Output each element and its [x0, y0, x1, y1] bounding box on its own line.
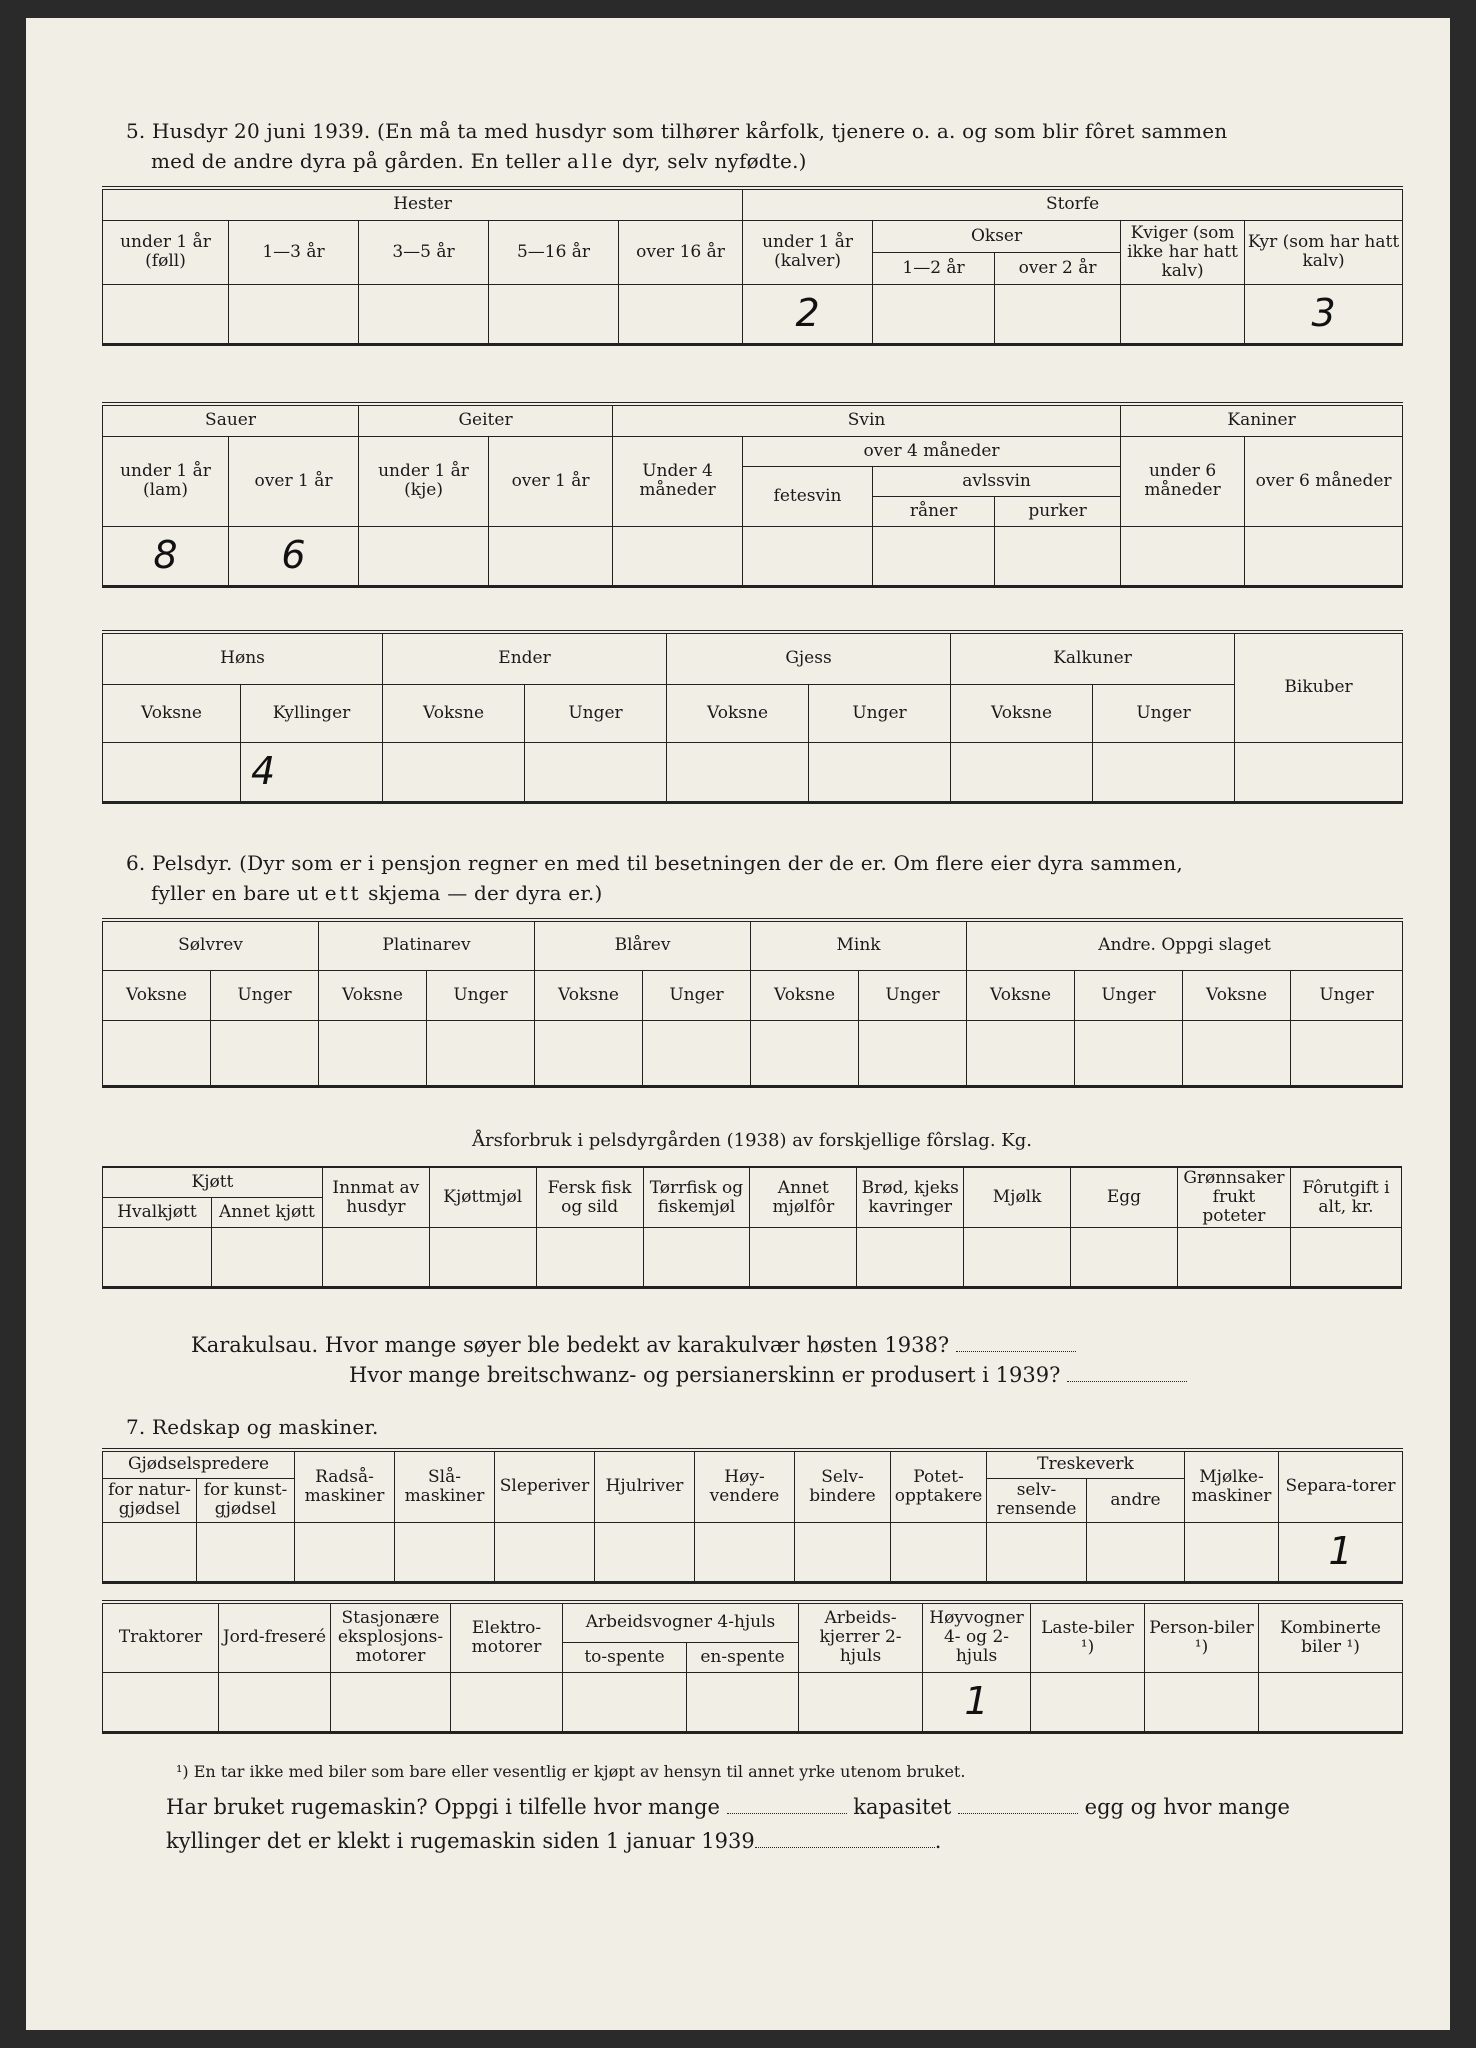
- col-mjolk: Mjølk: [964, 1167, 1071, 1228]
- s5-line2a: med de andre dyra på gården. En teller: [151, 149, 567, 173]
- s6-line2b: skjema — der dyra er.): [361, 881, 603, 905]
- col-kyllinger: Kyllinger: [241, 684, 383, 742]
- col-kje: under 1 år (kje): [359, 436, 489, 526]
- hester-header: Hester: [103, 188, 743, 220]
- table-row: [103, 1522, 1403, 1582]
- geiter-header: Geiter: [359, 404, 613, 436]
- col-hjulriver: Hjulriver: [595, 1450, 695, 1522]
- rugemaskin-q2: kyllinger det er klekt i rugemaskin siden 1 januar 1939 .: [166, 1829, 942, 1853]
- col-svin-under4: Under 4 måneder: [613, 436, 743, 526]
- blarev-header: Blårev: [535, 920, 751, 970]
- kjott-header: Kjøtt: [103, 1167, 323, 1197]
- col-sla: Slå-maskiner: [395, 1450, 495, 1522]
- kalkuner-header: Kalkuner: [951, 632, 1235, 684]
- value-lam[interactable]: 8: [103, 526, 229, 586]
- hons-header: Høns: [103, 632, 383, 684]
- arbeidsvogner-header: Arbeidsvogner 4-hjuls: [563, 1602, 799, 1642]
- col-voksne: Voksne: [319, 970, 427, 1020]
- footnote: ¹) En tar ikke med biler som bare eller vesentlig er kjøpt av hensyn til annet yrke utenom bruket.: [176, 1762, 966, 1781]
- col-traktorer: Traktorer: [103, 1602, 219, 1672]
- gjess-header: Gjess: [667, 632, 951, 684]
- col-arbeidskjerrer: Arbeids-kjerrer 2-hjuls: [799, 1602, 923, 1672]
- okser-1-2: 1—2 år: [873, 252, 995, 284]
- value-separatorer[interactable]: 1: [1279, 1522, 1403, 1582]
- col-gjess-voksne: Voksne: [667, 684, 809, 742]
- okser-header: Okser: [873, 220, 1121, 252]
- table-vogner: [102, 1600, 1403, 1734]
- value-hoyvogner[interactable]: 1: [923, 1672, 1031, 1732]
- col-personbiler: Person-biler ¹): [1145, 1602, 1259, 1672]
- col-ender-voksne: Voksne: [383, 684, 525, 742]
- table-row: [103, 526, 1403, 586]
- okser-over2: over 2 år: [995, 252, 1121, 284]
- col-potetopptakere: Potet-opptakere: [891, 1450, 987, 1522]
- table-row: [103, 284, 1403, 344]
- value-hons-kyllinger[interactable]: 4: [241, 742, 383, 802]
- col-sleperiver: Sleperiver: [495, 1450, 595, 1522]
- table-redskap: [102, 1448, 1403, 1584]
- col-fetesvin: fetesvin: [743, 466, 873, 526]
- s5-line2b: dyr, selv nyfødte.): [615, 149, 807, 173]
- col-over16: over 16 år: [619, 220, 743, 284]
- col-andre: andre: [1087, 1478, 1185, 1522]
- andre-header: Andre. Oppgi slaget: [967, 920, 1403, 970]
- kaniner-header: Kaniner: [1121, 404, 1403, 436]
- col-3-5: 3—5 år: [359, 220, 489, 284]
- col-sau-over1: over 1 år: [229, 436, 359, 526]
- col-raner: råner: [873, 496, 995, 526]
- solvrev-header: Sølvrev: [103, 920, 319, 970]
- table-row: [103, 742, 1403, 802]
- karakul-q2-field[interactable]: [1067, 1381, 1187, 1382]
- col-unger: Unger: [1075, 970, 1183, 1020]
- col-kombinerte: Kombinerte biler ¹): [1259, 1602, 1403, 1672]
- col-ender-unger: Unger: [525, 684, 667, 742]
- rugemaskin-klekt-field[interactable]: [755, 1847, 935, 1848]
- col-kunstgjodsel: for kunst-gjødsel: [197, 1478, 295, 1522]
- col-hoyvogner: Høyvogner 4- og 2-hjuls: [923, 1602, 1031, 1672]
- value-kyr[interactable]: 3: [1245, 284, 1403, 344]
- col-geit-over1: over 1 år: [489, 436, 613, 526]
- col-voksne: Voksne: [103, 970, 211, 1020]
- col-selvrensende: selv-rensende: [987, 1478, 1087, 1522]
- col-kan-under6: under 6 måneder: [1121, 436, 1245, 526]
- karakul-q1: Karakulsau. Hvor mange søyer ble bedekt av karakulvær høsten 1938?: [191, 1330, 1411, 1360]
- col-naturgjodsel: for natur-gjødsel: [103, 1478, 197, 1522]
- table-fjaerfe: [102, 630, 1403, 804]
- form-page: [26, 18, 1450, 2030]
- col-lastebiler: Laste-biler ¹): [1031, 1602, 1145, 1672]
- treskeverk-header: Treskeverk: [987, 1450, 1185, 1478]
- col-jordfresere: Jord-freseré: [219, 1602, 331, 1672]
- col-unger: Unger: [643, 970, 751, 1020]
- col-gronnsaker: Grønnsaker frukt poteter: [1177, 1167, 1290, 1228]
- ender-header: Ender: [383, 632, 667, 684]
- section-7-heading: 7. Redskap og maskiner.: [126, 1415, 379, 1439]
- col-voksne: Voksne: [535, 970, 643, 1020]
- col-forutgift: Fôrutgift i alt, kr.: [1290, 1167, 1401, 1228]
- s6-line2-spaced: ett: [324, 881, 362, 905]
- table-row: [103, 1672, 1403, 1732]
- col-purker: purker: [995, 496, 1121, 526]
- col-5-16: 5—16 år: [489, 220, 619, 284]
- col-annet-kjott: Annet kjøtt: [211, 1197, 322, 1227]
- karakul-q2: Hvor mange breitschwanz- og persianerskinn er produsert i 1939?: [349, 1360, 1409, 1390]
- col-hons-voksne: Voksne: [103, 684, 241, 742]
- col-hoyvendere: Høy-vendere: [695, 1450, 795, 1522]
- table-sauer-svin: [102, 402, 1403, 588]
- avlssvin-header: avlssvin: [873, 466, 1121, 496]
- col-voksne: Voksne: [1183, 970, 1291, 1020]
- forbruk-title: Årsforbruk i pelsdyrgården (1938) av forskjellige fôrslag. Kg.: [472, 1130, 1032, 1151]
- sauer-header: Sauer: [103, 404, 359, 436]
- table-row: [103, 1020, 1403, 1086]
- col-torrfisk: Tørrfisk og fiskemjøl: [643, 1167, 750, 1228]
- rugemaskin-q1: Har bruket rugemaskin? Oppgi i tilfelle hvor mange kapasitet egg og hvor mange: [166, 1795, 1290, 1819]
- col-hvalkjott: Hvalkjøtt: [103, 1197, 212, 1227]
- table-row: [103, 1228, 1402, 1288]
- table-pelsdyr: [102, 918, 1403, 1088]
- platinarev-header: Platinarev: [319, 920, 535, 970]
- col-annet-mjolfor: Annet mjølfôr: [750, 1167, 857, 1228]
- storfe-header: Storfe: [743, 188, 1403, 220]
- col-innmat: Innmat av husdyr: [322, 1167, 429, 1228]
- col-1-3: 1—3 år: [229, 220, 359, 284]
- col-foll: under 1 år (føll): [103, 220, 229, 284]
- col-unger: Unger: [1291, 970, 1403, 1020]
- col-to-spente: to-spente: [563, 1642, 687, 1672]
- col-lam: under 1 år (lam): [103, 436, 229, 526]
- gjodsel-header: Gjødselspredere: [103, 1450, 295, 1478]
- col-kviger: Kviger (som ikke har hatt kalv): [1121, 220, 1245, 284]
- karakul-q1-field[interactable]: [956, 1351, 1076, 1352]
- table-forbruk: [102, 1166, 1402, 1289]
- s6-line2a: fyller en bare ut: [151, 881, 325, 905]
- col-en-spente: en-spente: [687, 1642, 799, 1672]
- col-egg: Egg: [1071, 1167, 1178, 1228]
- col-unger: Unger: [211, 970, 319, 1020]
- section-6-heading: [126, 848, 1402, 908]
- col-unger: Unger: [427, 970, 535, 1020]
- table-hester-storfe: [102, 186, 1403, 346]
- col-gjess-unger: Unger: [809, 684, 951, 742]
- col-unger: Unger: [859, 970, 967, 1020]
- col-elektromotorer: Elektro-motorer: [451, 1602, 563, 1672]
- s6-line1: 6. Pelsdyr. (Dyr som er i pensjon regner en med til besetningen der de er. Om flere eier dyra sammen,: [126, 851, 1183, 875]
- s5-line2-spaced: alle: [566, 149, 616, 173]
- col-voksne: Voksne: [967, 970, 1075, 1020]
- col-fersk-fisk: Fersk fisk og sild: [536, 1167, 643, 1228]
- col-kyr: Kyr (som har hatt kalv): [1245, 220, 1403, 284]
- col-selvbindere: Selv-bindere: [795, 1450, 891, 1522]
- section-5-heading: [126, 116, 1402, 176]
- col-stasjonaere: Stasjonære eksplosjons-motorer: [331, 1602, 451, 1672]
- col-voksne: Voksne: [751, 970, 859, 1020]
- col-kalver: under 1 år (kalver): [743, 220, 873, 284]
- col-mjolkemaskiner: Mjølke-maskiner: [1185, 1450, 1279, 1522]
- col-bikuber: Bikuber: [1235, 632, 1403, 742]
- value-sau-over1[interactable]: 6: [229, 526, 359, 586]
- col-separatorer: Separa-torer: [1279, 1450, 1403, 1522]
- col-kan-over6: over 6 måneder: [1245, 436, 1403, 526]
- col-kalkuner-unger: Unger: [1093, 684, 1235, 742]
- value-kalver[interactable]: 2: [743, 284, 873, 344]
- col-radsa: Radså-maskiner: [295, 1450, 395, 1522]
- mink-header: Mink: [751, 920, 967, 970]
- col-kjottmjol: Kjøttmjøl: [429, 1167, 536, 1228]
- svin-over4-header: over 4 måneder: [743, 436, 1121, 466]
- col-kalkuner-voksne: Voksne: [951, 684, 1093, 742]
- rugemaskin-kapasitet-field[interactable]: [958, 1813, 1078, 1814]
- rugemaskin-antall-field[interactable]: [727, 1813, 847, 1814]
- col-brod: Brød, kjeks kavringer: [857, 1167, 964, 1228]
- s5-line1: 5. Husdyr 20 juni 1939. (En må ta med husdyr som tilhører kårfolk, tjenere o. a. og som blir fôret sammen: [126, 119, 1228, 143]
- svin-header: Svin: [613, 404, 1121, 436]
